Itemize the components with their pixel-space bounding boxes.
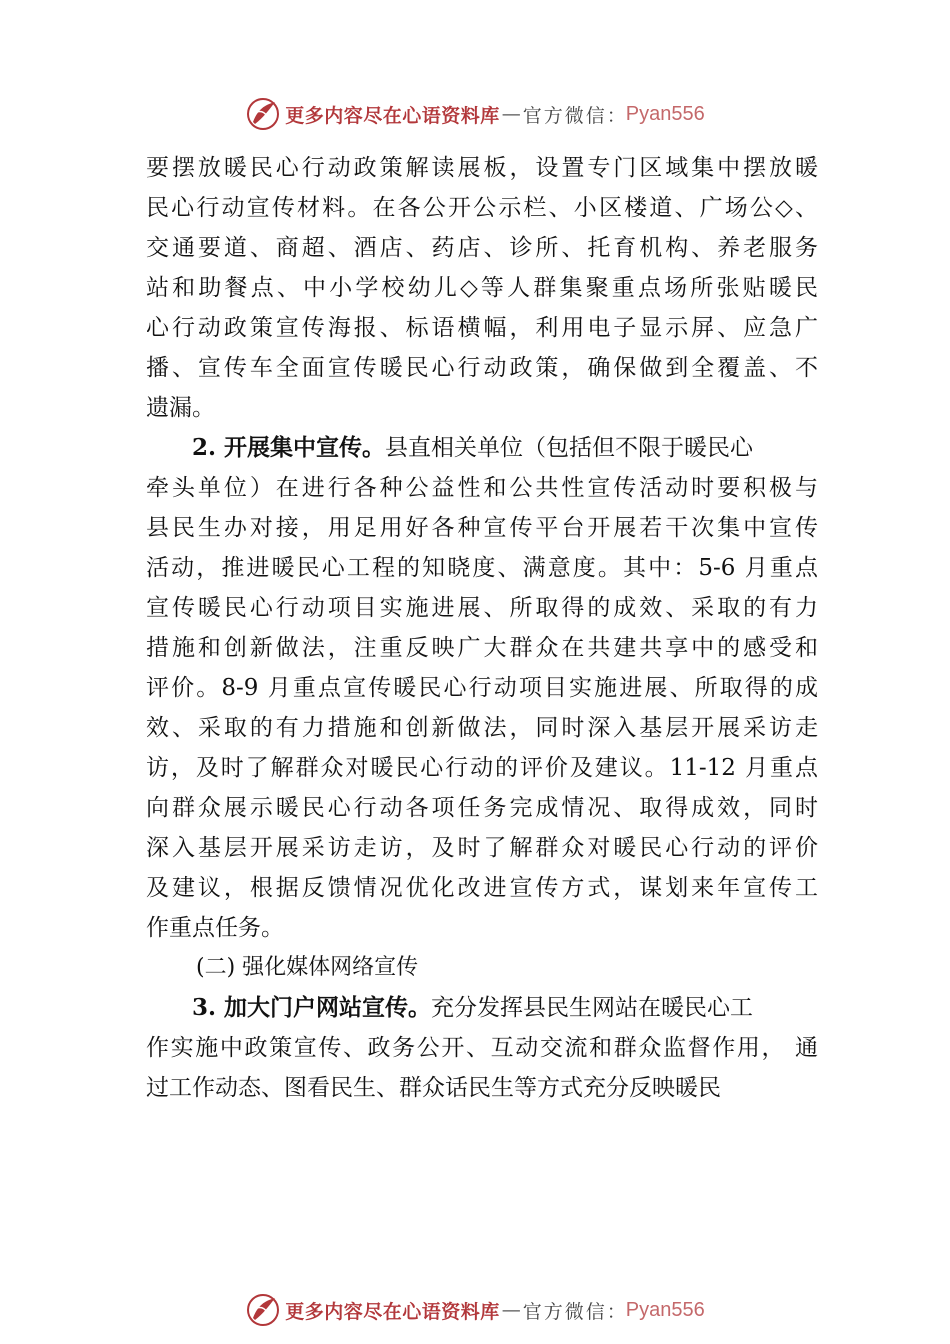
banner-wechat-id: Pyan556 [625, 1298, 705, 1321]
text-line: 播、宣传车全面宣传暖民心行动政策，确保做到全覆盖、不 [146, 355, 818, 381]
text-line: 心行动政策宣传海报、标语横幅，利用电子显示屏、应急广 [146, 315, 818, 341]
text-line: 活动，推进暖民心工程的知晓度、满意度。其中：5-6 月重点 [146, 555, 818, 581]
text-line: 要摆放暖民心行动政策解读展板，设置专门区域集中摆放暖 [146, 155, 818, 181]
text-line: 访，及时了解群众对暖民心行动的评价及建议。11-12 月重点 [146, 755, 818, 781]
logo-icon [245, 96, 281, 132]
footer-watermark-banner [0, 1290, 950, 1330]
text-line: 及建议，根据反馈情况优化改进宣传方式，谋划来年宣传工 [146, 875, 818, 901]
section-2-first-rest: 县直相关单位（包括但不限于暖民心 [385, 435, 754, 461]
banner-main-text: 更多内容尽在心语资料库 [285, 104, 500, 127]
text-line: 站和助餐点、中小学校幼儿◇等人群集聚重点场所张贴暖民 [146, 275, 818, 301]
subheading: (二) 强化媒体网络宣传 [196, 955, 419, 980]
logo-icon [245, 1292, 281, 1328]
text-line: 作实施中政策宣传、政务公开、互动交流和群众监督作用， 通 [146, 1035, 818, 1061]
text-line: 遗漏。 [146, 395, 215, 421]
text-line: 措施和创新做法，注重反映广大群众在共建共享中的感受和 [146, 635, 818, 661]
text-line: 民心行动宣传材料。在各公开公示栏、小区楼道、广场公◇、 [146, 195, 818, 221]
document-body [146, 148, 818, 1108]
text-line: 深入基层开展采访走访，及时了解群众对暖民心行动的评价 [146, 835, 818, 861]
banner-wechat-label: 官方微信 [522, 104, 607, 127]
section-2-first-line [146, 428, 818, 468]
text-line: 宣传暖民心行动项目实施进展、所取得的成效、采取的有力 [146, 595, 818, 621]
section-2-heading: 2. 开展集中宣传。 [192, 434, 386, 461]
banner-wechat-id: Pyan556 [625, 102, 705, 125]
banner-main-text: 更多内容尽在心语资料库 [285, 1300, 500, 1323]
text-line: 效、采取的有力措施和创新做法，同时深入基层开展采访走 [146, 715, 818, 741]
section-3-heading: 3. 加大门户网站宣传。 [192, 994, 432, 1021]
text-line: 过工作动态、图看民生、群众话民生等方式充分反映暖民 [146, 1075, 721, 1101]
banner-colon: ： [606, 1300, 626, 1323]
text-line: 向群众展示暖民心行动各项任务完成情况、取得成效，同时 [146, 795, 818, 821]
section-3-first-rest: 充分发挥县民生网站在暖民心工 [431, 995, 754, 1021]
text-line: 作重点任务。 [146, 915, 284, 941]
banner-colon: ： [606, 104, 626, 127]
banner-wechat-label: 官方微信 [522, 1300, 607, 1323]
text-line: 牵头单位）在进行各种公益性和公共性宣传活动时要积极与 [146, 475, 818, 501]
section-3-first-line [146, 988, 818, 1028]
header-watermark-banner [0, 94, 950, 134]
text-line: 评价。8-9 月重点宣传暖民心行动项目实施进展、所取得的成 [146, 675, 818, 701]
banner-separator: — [501, 103, 521, 125]
text-line: 交通要道、商超、酒店、药店、诊所、托育机构、养老服务 [146, 235, 818, 261]
banner-separator: — [501, 1299, 521, 1321]
text-line: 县民生办对接，用足用好各种宣传平台开展若干次集中宣传 [146, 515, 818, 541]
